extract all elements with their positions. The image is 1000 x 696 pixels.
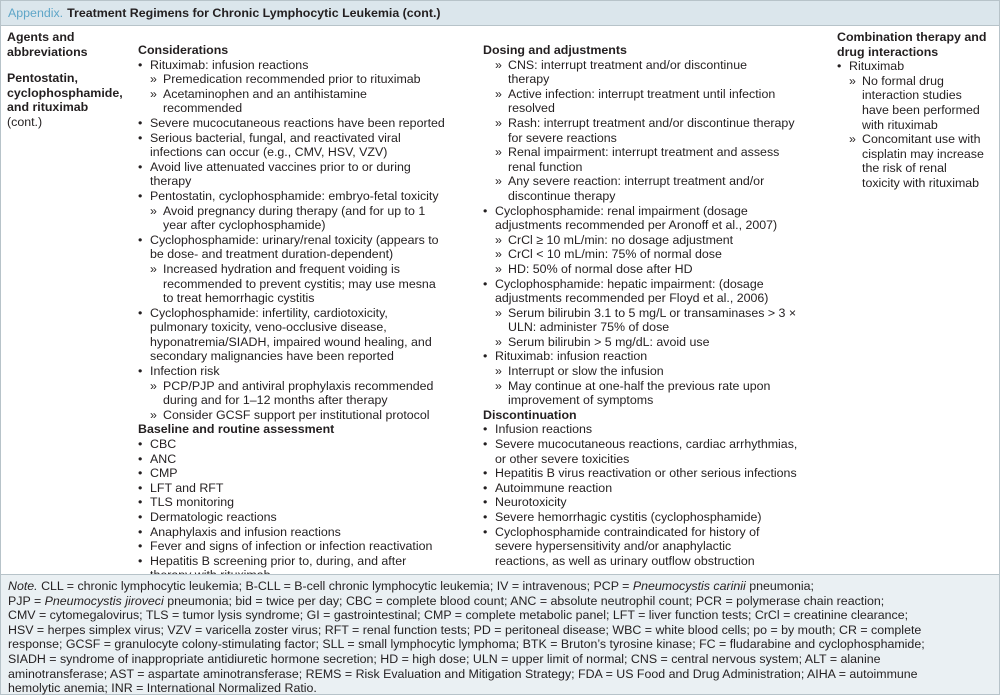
sub-bullet-item: » Serum bilirubin > 5 mg/dL: avoid use: [483, 335, 828, 350]
sub-bullet-continuation: recommended: [163, 101, 243, 116]
sub-bullet-item: » Acetaminophen and an antihistamine: [138, 87, 476, 102]
footnote-line: HSV = herpes simplex virus; VZV = varicella zoster virus; RFT = renal function tests; PD = peritoneal disease; WBC = white blood cells; po = by mouth; CR = complete: [8, 622, 922, 637]
footnote-line: [8, 579, 992, 594]
sub-bullet-item: » CNS: interrupt treatment and/or discontinue: [483, 58, 828, 73]
footnote-line: aminotransferase; AST = aspartate aminotransferase; REMS = Risk Evaluation and Mitigation Strategy; FDA = US Food and Drug Administration; AIHA = autoimmune: [8, 666, 918, 681]
combination-header: [837, 30, 999, 59]
footnote-line: response; GCSF = granulocyte colony-stimulating factor; SLL = small lymphocytic lymphoma; BTK = Bruton’s tyrosine kinase; FC = fludarabine and cyclophosphamide;: [8, 637, 925, 652]
sub-bullet-item: » Interrupt or slow the infusion: [483, 364, 828, 379]
bullet-item: • Rituximab: infusion reaction: [483, 349, 828, 364]
sub-bullet-item: » Consider GCSF support per institutional protocol: [138, 408, 476, 423]
agents-column: [7, 30, 133, 130]
sub-bullet-continuation: ULN: administer 75% of dose: [508, 320, 670, 335]
appendix-label: Appendix.: [8, 5, 64, 20]
bullet-item: • Pentostatin, cyclophosphamide: embryo-fetal toxicity: [138, 189, 476, 204]
dosing-column: [483, 43, 828, 568]
agents-header-line: abbreviations: [7, 44, 88, 59]
sub-bullet-continuation: interaction studies: [862, 88, 962, 103]
bullet-continuation: adjustments recommended per Floyd et al., 2006): [495, 291, 769, 306]
sub-bullet-item: » Active infection: interrupt treatment until infection: [483, 87, 828, 102]
bullet-item: • Dermatologic reactions: [138, 510, 476, 525]
bullet-item: • Severe hemorrhagic cystitis (cyclophosphamide): [483, 510, 828, 525]
footnote-text: CLL = chronic lymphocytic leukemia; B-CLL = B-cell chronic lymphocytic leukemia; IV = intravenous; PCP = Pneumocystis carinii pneumonia;: [37, 579, 814, 593]
bullet-item: • Hepatitis B screening prior to, during, and after: [138, 554, 476, 569]
table-body: [1, 26, 999, 574]
sub-bullet-continuation: year after cyclophosphamide): [163, 218, 326, 233]
bullet-item: • Infection risk: [138, 364, 476, 379]
sub-bullet-continuation: recommended to prevent cystitis; may use mesna: [163, 276, 436, 291]
sub-bullet-continuation: the risk of renal: [862, 161, 947, 176]
considerations-header: Considerations: [138, 43, 229, 57]
sub-bullet-continuation: during and for 1–12 months after therapy: [163, 393, 388, 408]
bullet-item: • Serious bacterial, fungal, and reactivated viral: [138, 131, 476, 146]
bullet-item: • Cyclophosphamide: hepatic impairment: (dosage: [483, 277, 828, 292]
section-heading: Baseline and routine assessment: [138, 422, 335, 437]
combination-header-line: drug interactions: [837, 44, 939, 59]
sub-bullet-continuation: cisplatin may increase: [862, 146, 984, 161]
sub-bullet-continuation: for severe reactions: [508, 130, 617, 145]
section-heading: Discontinuation: [483, 407, 577, 422]
bullet-continuation: be dose- and treatment duration-dependent): [150, 247, 394, 262]
bullet-item: • LFT and RFT: [138, 481, 476, 496]
sub-bullet-item: » Renal impairment: interrupt treatment and assess: [483, 145, 828, 160]
bullet-item: • Rituximab: infusion reactions: [138, 58, 476, 73]
bullet-item: • Infusion reactions: [483, 422, 828, 437]
sub-bullet-item: » May continue at one-half the previous rate upon: [483, 379, 828, 394]
considerations-list: [138, 58, 476, 583]
bullet-continuation: adjustments recommended per Aronoff et al., 2007): [495, 218, 778, 233]
dosing-list: [483, 58, 828, 569]
bullet-item: • Severe mucocutaneous reactions have been reported: [138, 116, 476, 131]
bullet-continuation: therapy: [150, 174, 192, 189]
sub-bullet-continuation: have been performed: [862, 102, 980, 117]
agent-name-line: and rituximab: [7, 100, 89, 115]
table-title-bar: [1, 1, 999, 26]
sub-bullet-item: » Rash: interrupt treatment and/or discontinue therapy: [483, 116, 828, 131]
combination-column: [837, 30, 999, 191]
bullet-item: • Severe mucocutaneous reactions, cardiac arrhythmias,: [483, 437, 828, 452]
bullet-item: • Anaphylaxis and infusion reactions: [138, 525, 476, 540]
bullet-continuation: pulmonary toxicity, veno-occlusive disease,: [150, 320, 387, 335]
footnote-line: CMV = cytomegalovirus; TLS = tumor lysis syndrome; GI = gastrointestinal; CMP = complete metabolic panel; LFT = liver function tests; CrCl = creatinine clearance;: [8, 608, 909, 623]
table-title: Treatment Regimens for Chronic Lymphocytic Leukemia (cont.): [67, 5, 441, 20]
bullet-item: • Avoid live attenuated vaccines prior to or during: [138, 160, 476, 175]
bullet-item: • Hepatitis B virus reactivation or other serious infections: [483, 466, 828, 481]
footnote-line: PJP = Pneumocystis jiroveci pneumonia; bid = twice per day; CBC = complete blood count; ANC = absolute neutrophil count; PCR = polymerase chain reaction;: [8, 593, 885, 608]
bullet-continuation: hyponatremia/SIADH, impaired wound healing, and: [150, 334, 432, 349]
footnote-label: Note.: [8, 579, 38, 593]
bullet-item: • Rituximab: [837, 59, 999, 74]
considerations-column: [138, 43, 476, 583]
bullet-item: • CBC: [138, 437, 476, 452]
bullet-continuation: or other severe toxicities: [495, 451, 630, 466]
combination-header-line: Combination therapy and: [837, 30, 987, 44]
sub-bullet-item: » Serum bilirubin 3.1 to 5 mg/L or transaminases > 3 ×: [483, 306, 828, 321]
sub-bullet-continuation: with rituximab: [862, 117, 938, 132]
sub-bullet-item: » Concomitant use with: [837, 132, 999, 147]
sub-bullet-item: » Avoid pregnancy during therapy (and for up to 1: [138, 204, 476, 219]
bullet-item: • Cyclophosphamide: renal impairment (dosage: [483, 204, 828, 219]
bullet-continuation: reactions, as well as urinary outflow obstruction: [495, 553, 755, 568]
sub-bullet-continuation: resolved: [508, 101, 555, 116]
footnote-line: hemolytic anemia; INR = International Normalized Ratio.: [8, 681, 317, 696]
agents-header-line: Agents and: [7, 30, 75, 44]
sub-bullet-continuation: therapy: [508, 72, 550, 87]
sub-bullet-item: » PCP/PJP and antiviral prophylaxis recommended: [138, 379, 476, 394]
sub-bullet-item: » CrCl < 10 mL/min: 75% of normal dose: [483, 247, 828, 262]
bullet-item: • CMP: [138, 466, 476, 481]
table-footnote: [1, 574, 999, 694]
bullet-item: • Cyclophosphamide: infertility, cardiotoxicity,: [138, 306, 476, 321]
footnote-line: SIADH = syndrome of inappropriate antidiuretic hormone secretion; HD = high dose; ULN = upper limit of normal; CNS = central nervous system; ALT = alanine: [8, 651, 881, 666]
dosing-header: Dosing and adjustments: [483, 43, 627, 57]
bullet-continuation: infections can occur (e.g., CMV, HSV, VZV): [150, 145, 388, 160]
sub-bullet-continuation: improvement of symptoms: [508, 393, 654, 408]
sub-bullet-continuation: renal function: [508, 159, 583, 174]
sub-bullet-item: » HD: 50% of normal dose after HD: [483, 262, 828, 277]
sub-bullet-item: » Premedication recommended prior to rituximab: [138, 72, 476, 87]
bullet-item: • Cyclophosphamide contraindicated for history of: [483, 525, 828, 540]
agents-header: [7, 30, 133, 59]
bullet-continuation: secondary malignancies have been reported: [150, 349, 394, 364]
sub-bullet-item: » No formal drug: [837, 74, 999, 89]
sub-bullet-continuation: to treat hemorrhagic cystitis: [163, 291, 315, 306]
agent-cont-label: (cont.): [7, 114, 43, 129]
sub-bullet-item: » CrCl ≥ 10 mL/min: no dosage adjustment: [483, 233, 828, 248]
combination-list: [837, 59, 999, 190]
bullet-item: • Cyclophosphamide: urinary/renal toxicity (appears to: [138, 233, 476, 248]
sub-bullet-continuation: toxicity with rituximab: [862, 175, 980, 190]
bullet-continuation: severe hypersensitivity and/or anaphylactic: [495, 539, 732, 554]
sub-bullet-item: » Any severe reaction: interrupt treatment and/or: [483, 174, 828, 189]
agent-name-line: Pentostatin,: [7, 71, 78, 86]
bullet-item: • Autoimmune reaction: [483, 481, 828, 496]
bullet-item: • TLS monitoring: [138, 495, 476, 510]
bullet-item: • Neurotoxicity: [483, 495, 828, 510]
sub-bullet-continuation: discontinue therapy: [508, 188, 616, 203]
agent-name: [7, 71, 133, 115]
bullet-item: • ANC: [138, 452, 476, 467]
agent-name-line: cyclophosphamide,: [7, 85, 123, 100]
bullet-item: • Fever and signs of infection or infection reactivation: [138, 539, 476, 554]
sub-bullet-item: » Increased hydration and frequent voiding is: [138, 262, 476, 277]
